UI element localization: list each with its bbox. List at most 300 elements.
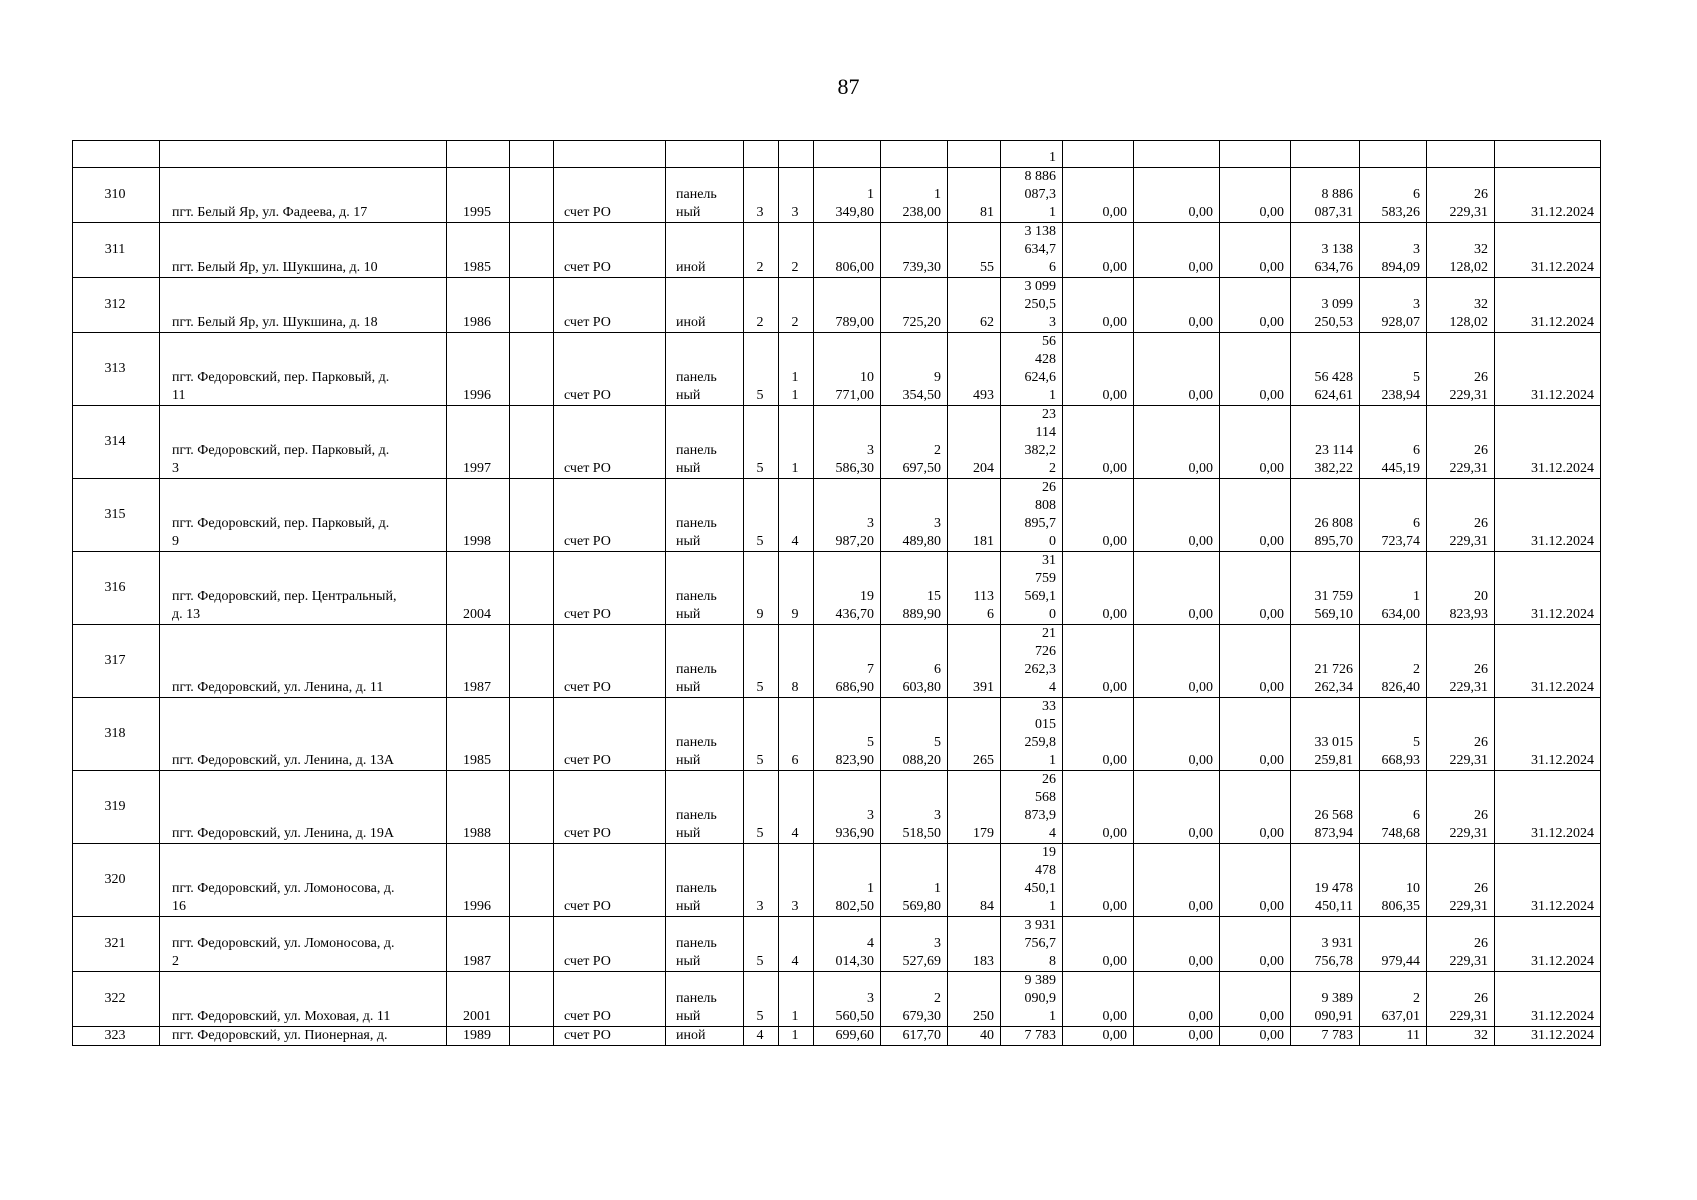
header-cell-fund-method <box>554 141 666 168</box>
cell-floors: 2 <box>744 223 779 278</box>
cell-cost-per-sqm: 6 723,74 <box>1360 479 1427 552</box>
cell-living-area: 3 489,80 <box>881 479 948 552</box>
cell-deadline: 31.12.2024 <box>1495 406 1601 479</box>
cell-blank <box>510 168 554 223</box>
cell-deadline: 31.12.2024 <box>1495 625 1601 698</box>
cell-floors: 5 <box>744 698 779 771</box>
cell-cost-total: 3 138 634,7 6 <box>1001 223 1063 278</box>
table-row <box>73 168 1601 223</box>
table-row <box>73 972 1601 1027</box>
header-cell-cost-federal <box>1063 141 1134 168</box>
header-cell-address <box>160 141 447 168</box>
cell-entrances: 2 <box>779 278 814 333</box>
cell-cost-federal: 0,00 <box>1063 223 1134 278</box>
cell-entrances: 1 1 <box>779 333 814 406</box>
cell-cost-federal: 0,00 <box>1063 972 1134 1027</box>
cell-cost-per-sqm: 979,44 <box>1360 917 1427 972</box>
cell-blank <box>510 625 554 698</box>
cell-row-number: 323 <box>73 1027 160 1046</box>
cell-cost-local: 0,00 <box>1220 972 1291 1027</box>
cell-entrances: 4 <box>779 479 814 552</box>
cell-row-number: 322 <box>73 972 160 1027</box>
cell-cost-total: 8 886 087,3 1 <box>1001 168 1063 223</box>
cell-cost-local: 0,00 <box>1220 479 1291 552</box>
cell-row-number: 313 <box>73 333 160 406</box>
cell-living-area: 617,70 <box>881 1027 948 1046</box>
cell-year-built: 1985 <box>447 698 510 771</box>
header-cell-wall-material <box>666 141 744 168</box>
cell-year-built: 1998 <box>447 479 510 552</box>
table-row <box>73 698 1601 771</box>
cell-cost-owners: 26 568 873,94 <box>1291 771 1360 844</box>
cell-limit-per-sqm: 26 229,31 <box>1427 333 1495 406</box>
cell-cost-total: 9 389 090,9 1 <box>1001 972 1063 1027</box>
cell-address: пгт. Федоровский, ул. Моховая, д. 11 <box>160 972 447 1027</box>
header-cell-year-built <box>447 141 510 168</box>
cell-wall-material: панель ный <box>666 168 744 223</box>
cell-entrances: 1 <box>779 972 814 1027</box>
cell-wall-material: панель ный <box>666 406 744 479</box>
cell-living-area: 3 518,50 <box>881 771 948 844</box>
cell-deadline: 31.12.2024 <box>1495 223 1601 278</box>
cell-limit-per-sqm: 20 823,93 <box>1427 552 1495 625</box>
cell-total-area: 4 014,30 <box>814 917 881 972</box>
table-row <box>73 1027 1601 1046</box>
cell-total-area: 1 802,50 <box>814 844 881 917</box>
cell-cost-per-sqm: 10 806,35 <box>1360 844 1427 917</box>
cell-cost-regional: 0,00 <box>1134 278 1220 333</box>
cell-row-number: 321 <box>73 917 160 972</box>
cell-year-built: 1986 <box>447 278 510 333</box>
cell-cost-owners: 26 808 895,70 <box>1291 479 1360 552</box>
cell-cost-total: 31 759 569,1 0 <box>1001 552 1063 625</box>
cell-address: пгт. Белый Яр, ул. Шукшина, д. 10 <box>160 223 447 278</box>
cell-fund-method: счет РО <box>554 223 666 278</box>
cell-cost-per-sqm: 5 238,94 <box>1360 333 1427 406</box>
cell-address: пгт. Федоровский, пер. Парковый, д. 11 <box>160 333 447 406</box>
cell-row-number: 312 <box>73 278 160 333</box>
cell-cost-federal: 0,00 <box>1063 771 1134 844</box>
cell-fund-method: счет РО <box>554 479 666 552</box>
cell-cost-federal: 0,00 <box>1063 168 1134 223</box>
page-number: 87 <box>837 74 860 99</box>
cell-limit-per-sqm: 32 <box>1427 1027 1495 1046</box>
cell-entrances: 4 <box>779 917 814 972</box>
cell-total-area: 806,00 <box>814 223 881 278</box>
cell-cost-federal: 0,00 <box>1063 479 1134 552</box>
cell-residents: 391 <box>948 625 1001 698</box>
cell-cost-per-sqm: 6 583,26 <box>1360 168 1427 223</box>
cell-deadline: 31.12.2024 <box>1495 168 1601 223</box>
cell-cost-per-sqm: 6 748,68 <box>1360 771 1427 844</box>
cell-cost-local: 0,00 <box>1220 917 1291 972</box>
cell-limit-per-sqm: 32 128,02 <box>1427 278 1495 333</box>
cell-blank <box>510 333 554 406</box>
cell-entrances: 1 <box>779 1027 814 1046</box>
cell-row-number: 320 <box>73 844 160 917</box>
cell-limit-per-sqm: 26 229,31 <box>1427 917 1495 972</box>
cell-year-built: 1996 <box>447 844 510 917</box>
cell-deadline: 31.12.2024 <box>1495 1027 1601 1046</box>
cell-cost-owners: 3 138 634,76 <box>1291 223 1360 278</box>
cell-fund-method: счет РО <box>554 972 666 1027</box>
cell-total-area: 7 686,90 <box>814 625 881 698</box>
cell-residents: 81 <box>948 168 1001 223</box>
cell-cost-per-sqm: 2 826,40 <box>1360 625 1427 698</box>
cell-blank <box>510 771 554 844</box>
header-cell-deadline <box>1495 141 1601 168</box>
cell-living-area: 6 603,80 <box>881 625 948 698</box>
cell-floors: 9 <box>744 552 779 625</box>
cell-wall-material: иной <box>666 278 744 333</box>
cell-address: пгт. Федоровский, пер. Парковый, д. 3 <box>160 406 447 479</box>
cell-living-area: 5 088,20 <box>881 698 948 771</box>
header-cell-residents <box>948 141 1001 168</box>
cell-living-area: 9 354,50 <box>881 333 948 406</box>
cell-cost-federal: 0,00 <box>1063 844 1134 917</box>
cell-fund-method: счет РО <box>554 333 666 406</box>
cell-living-area: 739,30 <box>881 223 948 278</box>
cell-residents: 204 <box>948 406 1001 479</box>
table-row <box>73 223 1601 278</box>
cell-cost-owners: 33 015 259,81 <box>1291 698 1360 771</box>
cell-living-area: 1 238,00 <box>881 168 948 223</box>
cell-address: пгт. Федоровский, ул. Ленина, д. 19А <box>160 771 447 844</box>
cell-floors: 5 <box>744 972 779 1027</box>
cell-blank <box>510 844 554 917</box>
cell-row-number: 311 <box>73 223 160 278</box>
cell-floors: 4 <box>744 1027 779 1046</box>
cell-cost-owners: 23 114 382,22 <box>1291 406 1360 479</box>
cell-wall-material: панель ный <box>666 333 744 406</box>
cell-year-built: 1996 <box>447 333 510 406</box>
cell-limit-per-sqm: 26 229,31 <box>1427 972 1495 1027</box>
cell-blank <box>510 223 554 278</box>
cell-year-built: 2004 <box>447 552 510 625</box>
header-cell-cost-regional <box>1134 141 1220 168</box>
header-cell-cost-local <box>1220 141 1291 168</box>
cell-cost-per-sqm: 3 894,09 <box>1360 223 1427 278</box>
cell-fund-method: счет РО <box>554 406 666 479</box>
cell-limit-per-sqm: 26 229,31 <box>1427 771 1495 844</box>
cell-cost-owners: 19 478 450,11 <box>1291 844 1360 917</box>
cell-fund-method: счет РО <box>554 698 666 771</box>
cell-fund-method: счет РО <box>554 1027 666 1046</box>
cell-floors: 5 <box>744 479 779 552</box>
cell-blank <box>510 972 554 1027</box>
cell-cost-local: 0,00 <box>1220 844 1291 917</box>
cell-floors: 3 <box>744 844 779 917</box>
cell-cost-local: 0,00 <box>1220 552 1291 625</box>
cell-cost-regional: 0,00 <box>1134 552 1220 625</box>
cell-address: пгт. Федоровский, ул. Ленина, д. 11 <box>160 625 447 698</box>
cell-deadline: 31.12.2024 <box>1495 333 1601 406</box>
header-cell-living-area <box>881 141 948 168</box>
table-row <box>73 552 1601 625</box>
cell-fund-method: счет РО <box>554 552 666 625</box>
cell-deadline: 31.12.2024 <box>1495 552 1601 625</box>
cell-cost-owners: 56 428 624,61 <box>1291 333 1360 406</box>
table-row <box>73 844 1601 917</box>
cell-living-area: 2 679,30 <box>881 972 948 1027</box>
cell-cost-per-sqm: 6 445,19 <box>1360 406 1427 479</box>
cell-cost-owners: 3 099 250,53 <box>1291 278 1360 333</box>
cell-row-number: 316 <box>73 552 160 625</box>
cell-cost-federal: 0,00 <box>1063 917 1134 972</box>
table-row <box>73 625 1601 698</box>
cell-blank <box>510 278 554 333</box>
table-row <box>73 333 1601 406</box>
cell-cost-owners: 7 783 <box>1291 1027 1360 1046</box>
cell-cost-local: 0,00 <box>1220 278 1291 333</box>
cell-row-number: 319 <box>73 771 160 844</box>
cell-blank <box>510 479 554 552</box>
cell-blank <box>510 406 554 479</box>
cell-limit-per-sqm: 32 128,02 <box>1427 223 1495 278</box>
cell-floors: 3 <box>744 168 779 223</box>
cell-blank <box>510 552 554 625</box>
cell-living-area: 3 527,69 <box>881 917 948 972</box>
cell-floors: 5 <box>744 771 779 844</box>
cell-total-area: 789,00 <box>814 278 881 333</box>
cell-wall-material: панель ный <box>666 972 744 1027</box>
cell-total-area: 5 823,90 <box>814 698 881 771</box>
cell-cost-regional: 0,00 <box>1134 844 1220 917</box>
table-row <box>73 479 1601 552</box>
table-row <box>73 917 1601 972</box>
cell-cost-total: 3 099 250,5 3 <box>1001 278 1063 333</box>
cell-year-built: 1997 <box>447 406 510 479</box>
cell-floors: 5 <box>744 333 779 406</box>
cell-wall-material: панель ный <box>666 917 744 972</box>
cell-address: пгт. Федоровский, ул. Пионерная, д. <box>160 1027 447 1046</box>
cell-limit-per-sqm: 26 229,31 <box>1427 168 1495 223</box>
cell-deadline: 31.12.2024 <box>1495 278 1601 333</box>
header-cell-cost-total: 1 <box>1001 141 1063 168</box>
cell-limit-per-sqm: 26 229,31 <box>1427 479 1495 552</box>
cell-residents: 181 <box>948 479 1001 552</box>
table-row <box>73 278 1601 333</box>
cell-cost-total: 26 808 895,7 0 <box>1001 479 1063 552</box>
cell-cost-federal: 0,00 <box>1063 552 1134 625</box>
cell-total-area: 3 560,50 <box>814 972 881 1027</box>
cell-cost-regional: 0,00 <box>1134 406 1220 479</box>
cell-cost-regional: 0,00 <box>1134 771 1220 844</box>
cell-cost-per-sqm: 5 668,93 <box>1360 698 1427 771</box>
cell-blank <box>510 917 554 972</box>
cell-cost-local: 0,00 <box>1220 406 1291 479</box>
cell-cost-regional: 0,00 <box>1134 479 1220 552</box>
cell-cost-regional: 0,00 <box>1134 917 1220 972</box>
cell-row-number: 310 <box>73 168 160 223</box>
cell-year-built: 1988 <box>447 771 510 844</box>
cell-entrances: 9 <box>779 552 814 625</box>
cell-wall-material: панель ный <box>666 552 744 625</box>
cell-cost-federal: 0,00 <box>1063 625 1134 698</box>
cell-cost-local: 0,00 <box>1220 771 1291 844</box>
cell-cost-local: 0,00 <box>1220 1027 1291 1046</box>
cell-address: пгт. Федоровский, ул. Ломоносова, д. 16 <box>160 844 447 917</box>
cell-cost-per-sqm: 11 <box>1360 1027 1427 1046</box>
cell-cost-federal: 0,00 <box>1063 333 1134 406</box>
cell-fund-method: счет РО <box>554 771 666 844</box>
cell-cost-total: 33 015 259,8 1 <box>1001 698 1063 771</box>
cell-wall-material: панель ный <box>666 479 744 552</box>
cell-fund-method: счет РО <box>554 844 666 917</box>
cell-residents: 40 <box>948 1027 1001 1046</box>
header-cell-cost-owners <box>1291 141 1360 168</box>
cell-residents: 62 <box>948 278 1001 333</box>
cell-cost-regional: 0,00 <box>1134 168 1220 223</box>
housing-table <box>72 140 1601 1046</box>
cell-wall-material: иной <box>666 223 744 278</box>
table-row <box>73 771 1601 844</box>
table-header-row <box>73 141 1601 168</box>
cell-residents: 183 <box>948 917 1001 972</box>
cell-entrances: 4 <box>779 771 814 844</box>
cell-limit-per-sqm: 26 229,31 <box>1427 844 1495 917</box>
cell-cost-total: 7 783 <box>1001 1027 1063 1046</box>
cell-deadline: 31.12.2024 <box>1495 479 1601 552</box>
cell-entrances: 1 <box>779 406 814 479</box>
cell-address: пгт. Федоровский, ул. Ломоносова, д. 2 <box>160 917 447 972</box>
cell-residents: 113 6 <box>948 552 1001 625</box>
cell-cost-total: 23 114 382,2 2 <box>1001 406 1063 479</box>
cell-floors: 5 <box>744 625 779 698</box>
cell-entrances: 2 <box>779 223 814 278</box>
cell-wall-material: панель ный <box>666 625 744 698</box>
cell-residents: 265 <box>948 698 1001 771</box>
cell-cost-federal: 0,00 <box>1063 406 1134 479</box>
cell-fund-method: счет РО <box>554 625 666 698</box>
table-row <box>73 406 1601 479</box>
cell-floors: 2 <box>744 278 779 333</box>
cell-address: пгт. Белый Яр, ул. Шукшина, д. 18 <box>160 278 447 333</box>
cell-floors: 5 <box>744 917 779 972</box>
cell-cost-owners: 31 759 569,10 <box>1291 552 1360 625</box>
cell-cost-regional: 0,00 <box>1134 223 1220 278</box>
cell-cost-federal: 0,00 <box>1063 1027 1134 1046</box>
cell-year-built: 1989 <box>447 1027 510 1046</box>
cell-living-area: 725,20 <box>881 278 948 333</box>
header-cell-total-area <box>814 141 881 168</box>
cell-address: пгт. Федоровский, пер. Парковый, д. 9 <box>160 479 447 552</box>
cell-row-number: 315 <box>73 479 160 552</box>
cell-total-area: 10 771,00 <box>814 333 881 406</box>
cell-cost-owners: 21 726 262,34 <box>1291 625 1360 698</box>
cell-residents: 250 <box>948 972 1001 1027</box>
cell-address: пгт. Белый Яр, ул. Фадеева, д. 17 <box>160 168 447 223</box>
cell-deadline: 31.12.2024 <box>1495 771 1601 844</box>
cell-wall-material: панель ный <box>666 771 744 844</box>
cell-residents: 179 <box>948 771 1001 844</box>
cell-cost-local: 0,00 <box>1220 223 1291 278</box>
header-cell-entrances <box>779 141 814 168</box>
header-cell-cost-per-sqm <box>1360 141 1427 168</box>
cell-address: пгт. Федоровский, ул. Ленина, д. 13А <box>160 698 447 771</box>
cell-floors: 5 <box>744 406 779 479</box>
cell-entrances: 3 <box>779 844 814 917</box>
cell-cost-total: 19 478 450,1 1 <box>1001 844 1063 917</box>
cell-fund-method: счет РО <box>554 278 666 333</box>
cell-cost-owners: 8 886 087,31 <box>1291 168 1360 223</box>
cell-cost-regional: 0,00 <box>1134 625 1220 698</box>
cell-cost-regional: 0,00 <box>1134 972 1220 1027</box>
cell-living-area: 1 569,80 <box>881 844 948 917</box>
cell-address: пгт. Федоровский, пер. Центральный, д. 13 <box>160 552 447 625</box>
cell-year-built: 1985 <box>447 223 510 278</box>
header-cell-floors <box>744 141 779 168</box>
cell-cost-regional: 0,00 <box>1134 698 1220 771</box>
cell-entrances: 6 <box>779 698 814 771</box>
cell-row-number: 317 <box>73 625 160 698</box>
cell-deadline: 31.12.2024 <box>1495 917 1601 972</box>
cell-fund-method: счет РО <box>554 168 666 223</box>
cell-total-area: 3 936,90 <box>814 771 881 844</box>
cell-total-area: 3 586,30 <box>814 406 881 479</box>
cell-wall-material: панель ный <box>666 698 744 771</box>
cell-year-built: 1987 <box>447 917 510 972</box>
cell-wall-material: панель ный <box>666 844 744 917</box>
cell-limit-per-sqm: 26 229,31 <box>1427 698 1495 771</box>
cell-entrances: 8 <box>779 625 814 698</box>
cell-cost-per-sqm: 1 634,00 <box>1360 552 1427 625</box>
cell-cost-total: 26 568 873,9 4 <box>1001 771 1063 844</box>
cell-cost-regional: 0,00 <box>1134 333 1220 406</box>
cell-total-area: 699,60 <box>814 1027 881 1046</box>
cell-residents: 55 <box>948 223 1001 278</box>
cell-residents: 84 <box>948 844 1001 917</box>
cell-total-area: 3 987,20 <box>814 479 881 552</box>
cell-living-area: 15 889,90 <box>881 552 948 625</box>
cell-year-built: 1995 <box>447 168 510 223</box>
cell-cost-local: 0,00 <box>1220 698 1291 771</box>
cell-deadline: 31.12.2024 <box>1495 844 1601 917</box>
cell-cost-federal: 0,00 <box>1063 278 1134 333</box>
cell-cost-total: 21 726 262,3 4 <box>1001 625 1063 698</box>
header-cell-limit-per-sqm <box>1427 141 1495 168</box>
cell-cost-owners: 9 389 090,91 <box>1291 972 1360 1027</box>
cell-deadline: 31.12.2024 <box>1495 972 1601 1027</box>
cell-year-built: 2001 <box>447 972 510 1027</box>
cell-residents: 493 <box>948 333 1001 406</box>
cell-year-built: 1987 <box>447 625 510 698</box>
cell-deadline: 31.12.2024 <box>1495 698 1601 771</box>
cell-cost-total: 3 931 756,7 8 <box>1001 917 1063 972</box>
header-cell-blank <box>510 141 554 168</box>
cell-blank <box>510 698 554 771</box>
cell-row-number: 314 <box>73 406 160 479</box>
cell-cost-federal: 0,00 <box>1063 698 1134 771</box>
cell-limit-per-sqm: 26 229,31 <box>1427 625 1495 698</box>
cell-fund-method: счет РО <box>554 917 666 972</box>
cell-cost-owners: 3 931 756,78 <box>1291 917 1360 972</box>
cell-row-number: 318 <box>73 698 160 771</box>
cell-cost-local: 0,00 <box>1220 625 1291 698</box>
cell-cost-local: 0,00 <box>1220 168 1291 223</box>
header-cell-row-number <box>73 141 160 168</box>
cell-cost-per-sqm: 2 637,01 <box>1360 972 1427 1027</box>
cell-limit-per-sqm: 26 229,31 <box>1427 406 1495 479</box>
cell-total-area: 1 349,80 <box>814 168 881 223</box>
cell-cost-local: 0,00 <box>1220 333 1291 406</box>
cell-blank <box>510 1027 554 1046</box>
cell-total-area: 19 436,70 <box>814 552 881 625</box>
cell-cost-per-sqm: 3 928,07 <box>1360 278 1427 333</box>
cell-entrances: 3 <box>779 168 814 223</box>
cell-cost-total: 56 428 624,6 1 <box>1001 333 1063 406</box>
cell-wall-material: иной <box>666 1027 744 1046</box>
